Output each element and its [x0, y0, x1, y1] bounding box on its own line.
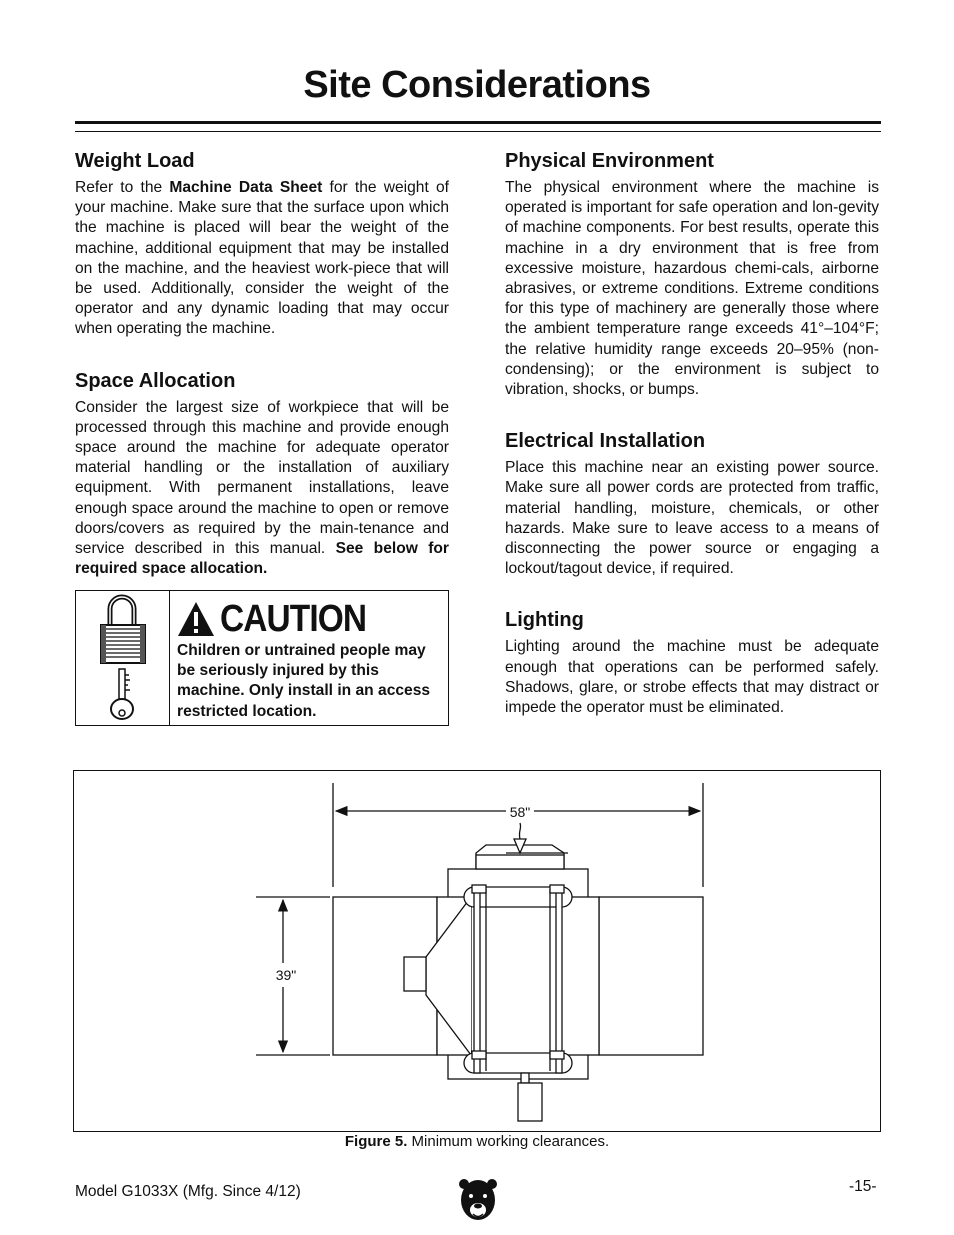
machine-top-view-diagram — [74, 771, 880, 1131]
weight-load-text: Refer to the Machine Data Sheet for the weight of your machine. Make sure that the surface upon which the machine is placed will bear the weight of the machine, additional equipment that may be installed on the machine, and the heaviest work-piece that will be used. Additionally, consider the weight of the operator and any dynamic loading that may occur when operating the machine. — [75, 179, 449, 338]
right-column — [505, 148, 879, 718]
clearance-figure — [73, 770, 881, 1132]
lighting-text: Lighting around the machine must be adequate enough that operations can be performed safely. Shadows, glare, or strobe effects that may distract or impede the operator must be eliminated. — [505, 638, 879, 717]
space-allocation-note: See below for required space allocation. — [75, 540, 449, 578]
page-title: Site Considerations — [303, 64, 651, 106]
title-rule-thick — [75, 121, 881, 124]
drive-motor — [518, 1083, 542, 1121]
caution-label: CAUTION — [220, 597, 367, 640]
dust-port — [404, 957, 426, 991]
bear-logo-icon — [458, 1176, 498, 1224]
space-allocation-text: Consider the largest size of workpiece that will be processed through this machine and provide enough space around the machine for adequate operator material handling or the installation of auxiliary equipment. With permanent installations, leave enough space around the machine to open or remove doors/covers as required by the main-tenance and service described in this manual. See below for required space allocation. — [75, 398, 449, 578]
key-icon — [76, 665, 169, 725]
space-allocation-heading: Space Allocation — [75, 369, 236, 392]
right-extension-table — [599, 897, 703, 1055]
caution-heading — [176, 597, 386, 641]
footer-model: Model G1033X (Mfg. Since 4/12) — [75, 1183, 301, 1200]
warning-triangle-icon — [176, 600, 216, 638]
caution-text: Children or untrained people may be seriously injured by this machine. Only install in an access restricted location. — [177, 642, 431, 720]
lock-key-cell — [76, 591, 170, 725]
footer-page-number: -15- — [849, 1178, 877, 1195]
electrical-installation-text: Place this machine near an existing power source. Make sure all power cords are protected from traffic, material handling, moisture, chemicals, or other hazards. Make sure to leave access to a means of disconnecting the power source or engaging a lockout/tagout device, if required. — [505, 459, 879, 578]
lighting-heading: Lighting — [505, 609, 584, 632]
figure-caption: Figure 5. Minimum working clearances. — [344, 1133, 610, 1150]
weight-load-heading: Weight Load — [75, 150, 195, 172]
left-column — [75, 148, 449, 579]
caution-box — [75, 590, 449, 726]
title-rule-thin — [75, 131, 881, 132]
physical-environment-heading: Physical Environment — [505, 150, 714, 172]
depth-dimension-label: 39" — [275, 967, 297, 983]
electrical-installation-heading: Electrical Installation — [505, 430, 706, 453]
physical-environment-text: The physical environment where the machine is operated is important for safe operation and lon-gevity of machine components. For best results, operate this machine in a dry environment that is free from excessive moisture, hazardous chemi-cals, airborne abrasives, or extreme conditions. Extreme conditions for this type of machinery are generally those where the ambient temperature range exceeds 41°–104°F; the relative humidity range exceeds 20–95% (non-condensing); or the environment is subject to vibration, shocks, or bumps. — [505, 179, 879, 399]
width-dimension-label: 58" — [509, 804, 531, 820]
machine-data-sheet-ref: Machine Data Sheet — [169, 179, 323, 196]
right-housing — [558, 897, 599, 1055]
